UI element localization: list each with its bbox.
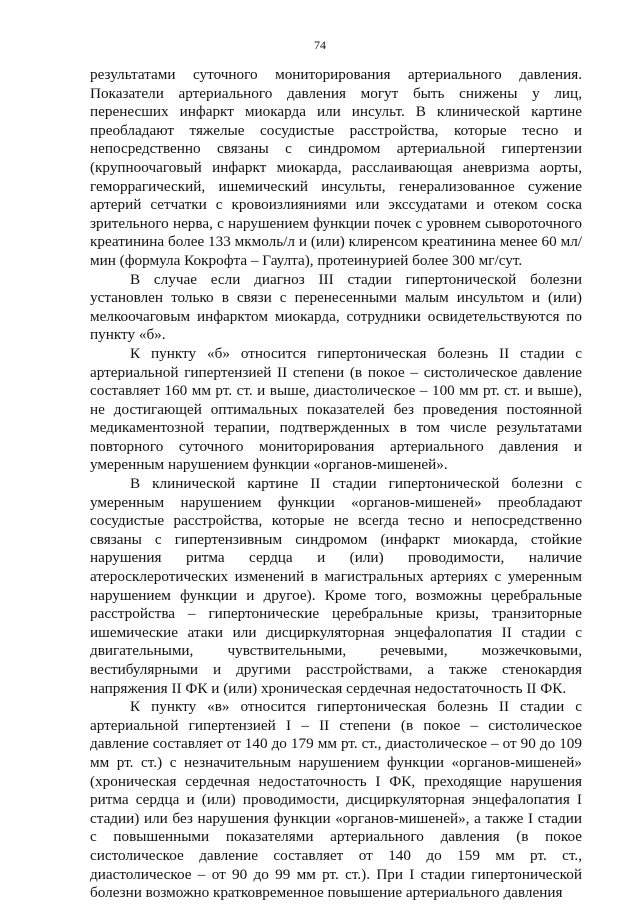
document-body	[90, 66, 582, 903]
paragraph-stage-three-note: В случае если диагноз III стадии гипертонической болезни установлен только в связи с перенесенными малым инсультом и (или) мелкоочаговым инфарктом миокарда, сотрудники освидетельствуются по пункту «б».	[90, 270, 582, 344]
page-number: 74	[314, 38, 326, 52]
paragraph-point-v: К пункту «в» относится гипертоническая болезнь II стадии с артериальной гипертензией I – II степени (в покое – систолическое давление составляет от 140 до 179 мм рт. ст., диастолическое – от 90 до 109 мм рт. ст.) с незначительным нарушением функции «органов-мишеней» (хроническая сердечная недостаточность I ФК, преходящие нарушения ритма сердца и (или) проводимости, дисциркуляторная энцефалопатия I стадии) или без нарушения функции «органов-мишеней», а также I стадии с повышенными показателями артериального давления (в покое систолическое давление составляет от 140 до 159 мм рт. ст., диастолическое – от 90 до 99 мм рт. ст.). При I стадии гипертонической болезни возможно кратковременное повышение артериального давления	[90, 698, 582, 902]
paragraph-continuation: результатами суточного мониторирования артериального давления. Показатели артериального давления могут быть снижены у лиц, перенесших инфаркт миокарда или инсульт. В клинической картине преобладают тяжелые сосудистые расстройства, которые тесно и непосредственно связаны с синдромом артериальной гипертензии (крупноочаговый инфаркт миокарда, расслаивающая аневризма аорты, геморрагический, ишемический инсульты, генерализованное сужение артерий сетчатки с кровоизлияниями или экссудатами и отеком соска зрительного нерва, с нарушением функции почек с уровнем сывороточного креатинина более 133 мкмоль/л и (или) клиренсом креатинина менее 60 мл/мин (формула Кокрофта – Гаулта), протеинурией более 300 мг/сут.	[90, 66, 582, 269]
paragraph-point-b: К пункту «б» относится гипертоническая болезнь II стадии с артериальной гипертензией II степени (в покое – систолическое давление составляет 160 мм рт. ст. и выше, диастолическое – 100 мм рт. ст. и выше), не достигающей оптимальных показателей без проведения постоянной медикаментозной терапии, подтвержденных в том числе результатами повторного суточного мониторирования артериального давления и умеренным нарушением функции «органов-мишеней».	[90, 344, 582, 474]
paragraph-clinical-picture: В клинической картине II стадии гипертонической болезни с умеренным нарушением функции «органов-мишеней» преобладают сосудистые расстройства, которые не всегда тесно и непосредственно связаны с гипертензивным синдромом (инфаркт миокарда, стойкие нарушения ритма сердца и (или) проводимости, наличие атеросклеротических изменений в магистральных артериях с умеренным нарушением функции и другое). Кроме того, возможны церебральные расстройства – гипертонические церебральные кризы, транзиторные ишемические атаки или дисциркуляторная энцефалопатия II стадии с двигательными, чувствительными, речевыми, мозжечковыми, вестибулярными и другими расстройствами, а также стенокардия напряжения II ФК и (или) хроническая сердечная недостаточность II ФК.	[90, 475, 582, 697]
